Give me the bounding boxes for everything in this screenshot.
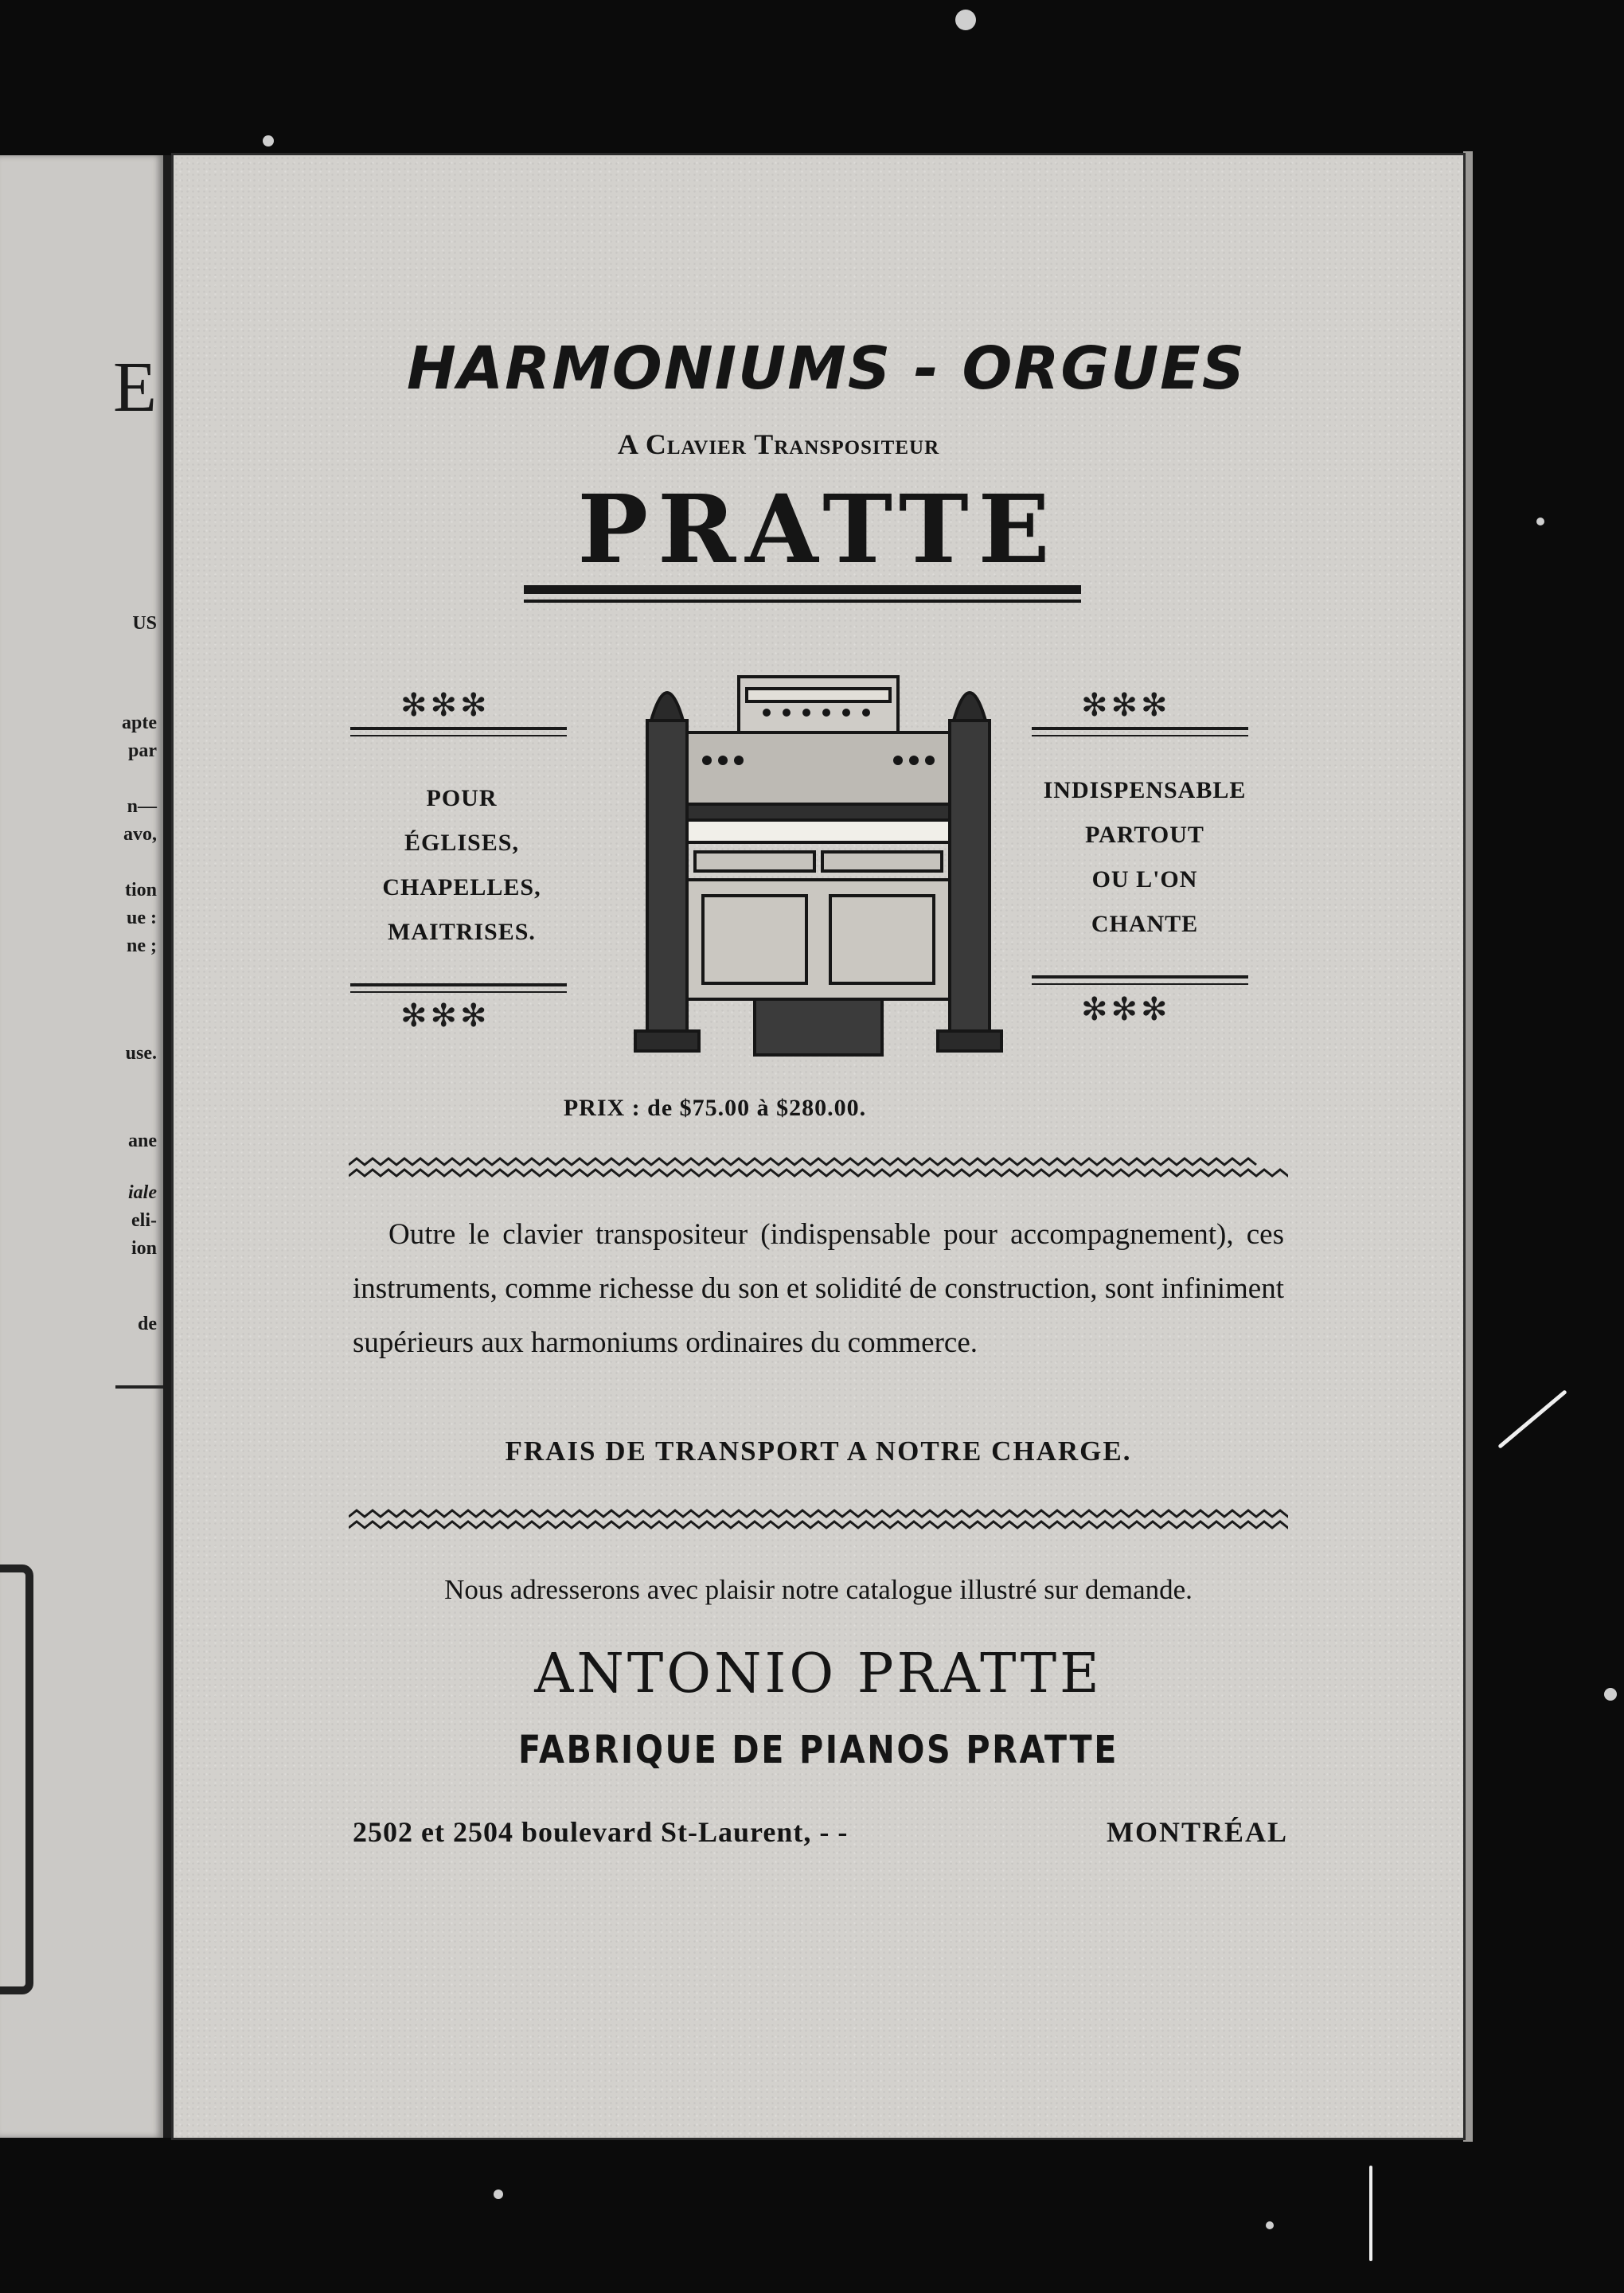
fragment: eli- [131, 1210, 157, 1231]
uses-item: ÉGLISES, [404, 830, 519, 856]
uses-item: MAITRISES. [388, 919, 536, 945]
fragment: n— [127, 796, 157, 817]
fragment: tion [124, 880, 157, 900]
dust-speck [955, 10, 976, 30]
uses-list-right [1025, 768, 1264, 947]
fragment: US [132, 613, 157, 634]
brand-name: PRATTE [577, 474, 1060, 584]
fragment: E [113, 348, 157, 427]
factory-name: FABRIQUE DE PIANOS PRATTE [517, 1728, 1119, 1772]
uses-item: PARTOUT [1085, 822, 1204, 848]
fragment: avo, [123, 824, 157, 845]
city-name: MONTRÉAL [1106, 1816, 1288, 1848]
star-ornament: ✻✻✻ [400, 998, 490, 1034]
dust-speck [263, 135, 274, 146]
star-ornament: ✻✻✻ [1081, 991, 1171, 1028]
double-rule [350, 991, 567, 993]
page-edge [1463, 151, 1473, 2142]
uses-item: OU L'ON [1091, 866, 1198, 893]
brand-rule [524, 585, 1081, 594]
fragment: apte [122, 713, 157, 733]
catalog-note: Nous adresserons avec plaisir notre catalogue illustré sur demande. [444, 1574, 1193, 1605]
double-rule [1032, 727, 1248, 730]
dust-speck [1266, 2221, 1274, 2229]
fragment: ne ; [127, 936, 157, 956]
uses-item: CHAPELLES, [382, 874, 541, 900]
fragment: iale [128, 1182, 157, 1203]
advertisement [174, 155, 1463, 2138]
double-rule [350, 727, 567, 730]
fragment: ue : [127, 908, 157, 928]
scan-scratch [1369, 2166, 1372, 2261]
shipping-note: FRAIS DE TRANSPORT A NOTRE CHARGE. [505, 1436, 1132, 1467]
double-rule [350, 983, 567, 986]
wavy-rule [349, 1509, 1288, 1536]
subheading: A Clavier Transpositeur [617, 428, 940, 460]
uses-item: POUR [426, 785, 498, 811]
uses-item: INDISPENSABLE [1043, 777, 1247, 803]
uses-list-left [350, 776, 573, 955]
dust-speck [494, 2189, 503, 2199]
fragment: par [128, 740, 157, 761]
dust-speck [1604, 1688, 1617, 1701]
fragment: de [138, 1314, 157, 1334]
rule [115, 1385, 163, 1389]
harmonium-illustration [619, 657, 1017, 1063]
headline: HARMONIUMS - ORGUES [406, 334, 1247, 403]
star-ornament: ✻✻✻ [1081, 687, 1171, 724]
double-rule [1032, 735, 1248, 736]
fragment: ane [128, 1131, 157, 1151]
double-rule [1032, 975, 1248, 979]
ornamental-border [0, 1564, 33, 1994]
double-rule [1032, 983, 1248, 985]
advertisement-page [174, 155, 1463, 2138]
scan-scratch [1497, 1389, 1567, 1449]
wavy-rule [349, 1157, 1288, 1184]
star-ornament: ✻✻✻ [400, 687, 490, 724]
merchant-name: ANTONIO PRATTE [534, 1643, 1103, 1705]
book-gutter [163, 155, 173, 2138]
fragment: ion [131, 1238, 157, 1259]
description-paragraph: Outre le clavier transpositeur (indispensable pour accompagnement), ces instruments, comme richesse du son et solidité de construction, sont infiniment supérieurs aux harmoniums ordinaires du commerce. [353, 1218, 1284, 1359]
adjacent-page [0, 155, 163, 2138]
price-range: PRIX : de $75.00 à $280.00. [563, 1095, 867, 1121]
dust-speck [1536, 518, 1544, 525]
uses-item: CHANTE [1091, 911, 1199, 937]
street-address: 2502 et 2504 boulevard St-Laurent, - - [353, 1816, 849, 1848]
fragment: use. [125, 1043, 157, 1064]
brand-rule [524, 600, 1081, 603]
double-rule [350, 735, 567, 736]
